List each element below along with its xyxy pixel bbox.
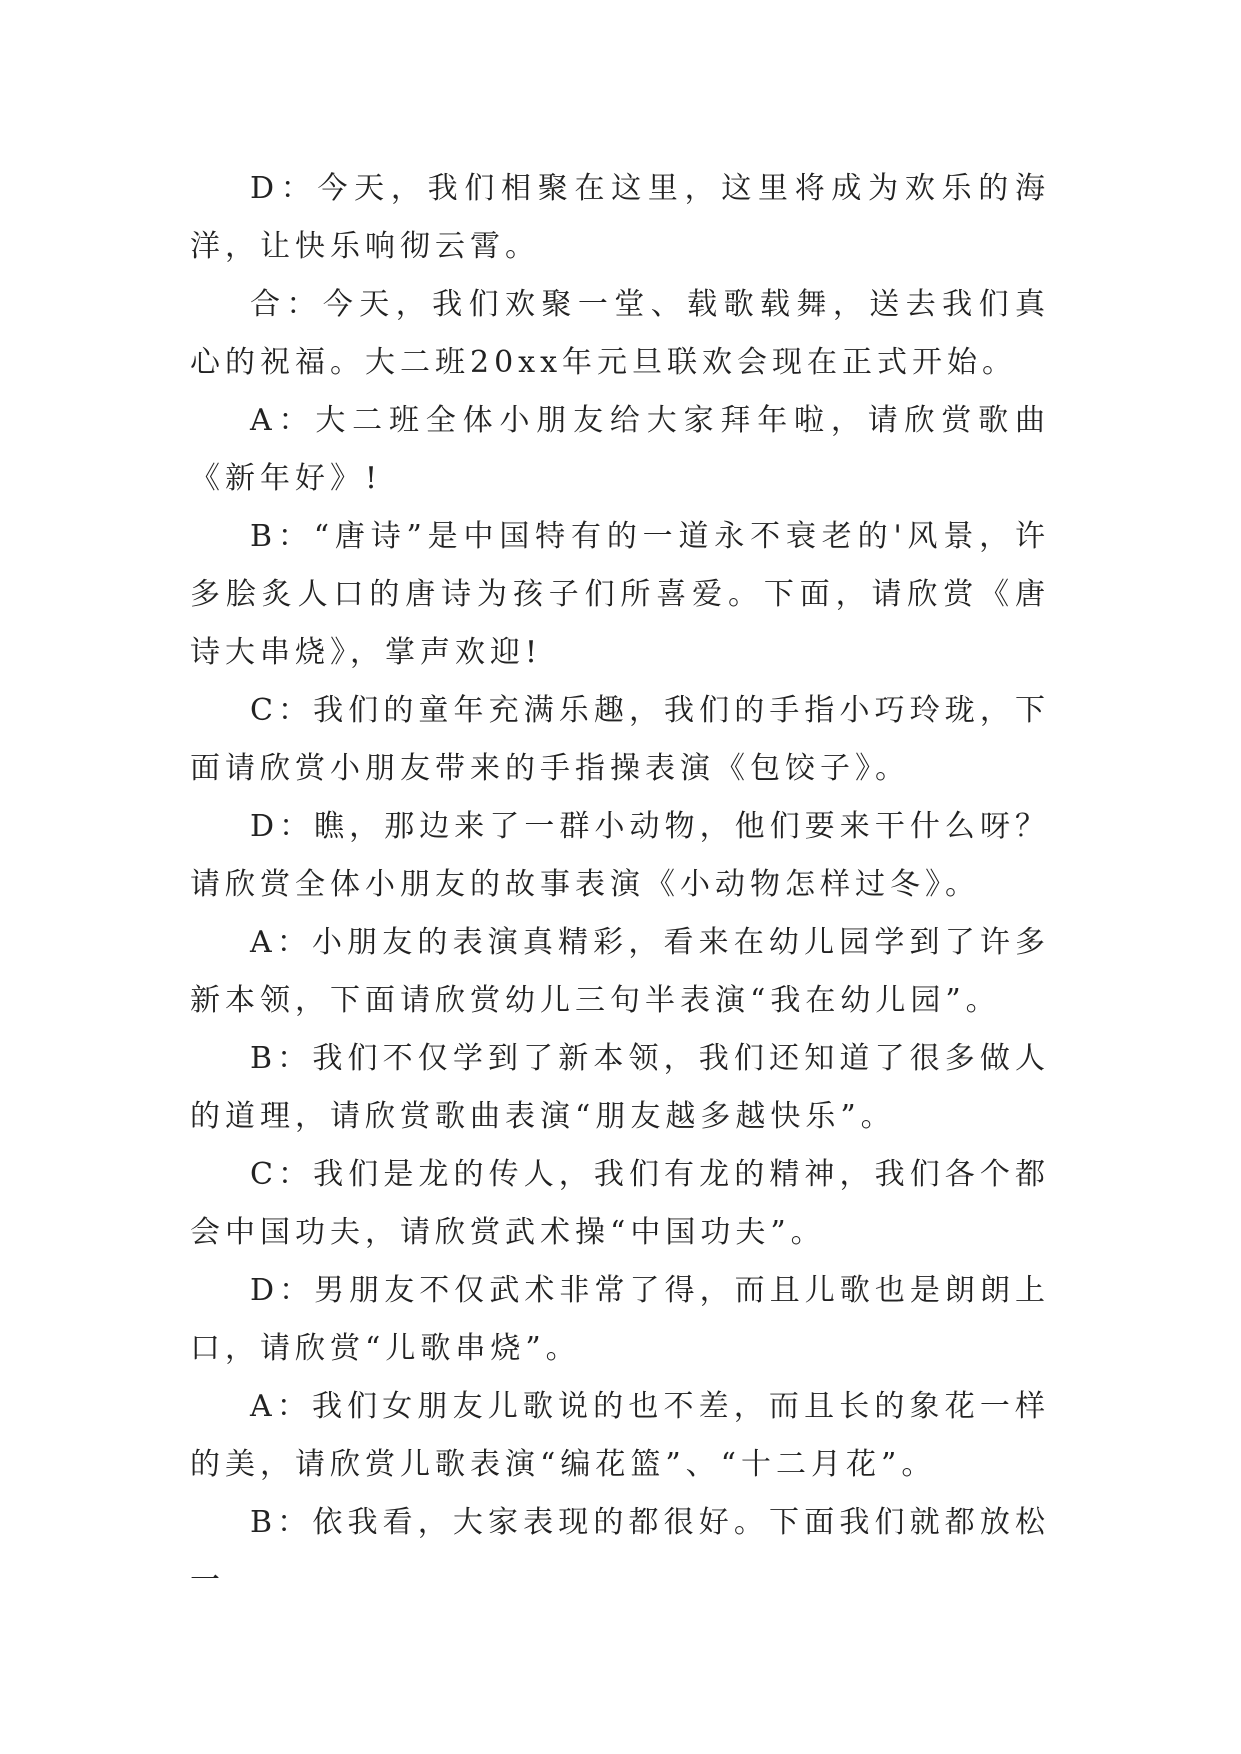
paragraph-a-flower-basket: A：我们女朋友儿歌说的也不差，而且长的象花一样的美，请欣赏儿歌表演“编花篮”、“十二月花”。	[190, 1389, 1050, 1482]
paragraph-c-finger-exercise: C：我们的童年充满乐趣，我们的手指小巧玲珑，下面请欣赏小朋友带来的手指操表演《包饺子》。	[190, 693, 1050, 786]
paragraph-b-tang-poems: B：“唐诗”是中国特有的一道永不衰老的'风景，许多脍炙人口的唐诗为孩子们所喜爱。下面，请欣赏《唐诗大串烧》，掌声欢迎!	[190, 519, 1050, 670]
paragraph-a-kindergarten-skit: A：小朋友的表演真精彩，看来在幼儿园学到了许多新本领，下面请欣赏幼儿三句半表演“我在幼儿园”。	[190, 925, 1050, 1018]
paragraph-a-new-year-song: A：大二班全体小朋友给大家拜年啦，请欣赏歌曲《新年好》!	[190, 403, 1050, 496]
paragraph-b-friends-song: B：我们不仅学到了新本领，我们还知道了很多做人的道理，请欣赏歌曲表演“朋友越多越快乐”。	[190, 1041, 1050, 1134]
document-body	[190, 160, 1050, 1610]
paragraph-d-animal-story: D：瞧，那边来了一群小动物，他们要来干什么呀？请欣赏全体小朋友的故事表演《小动物怎样过冬》。	[190, 809, 1050, 902]
paragraph-b-relax: B：依我看，大家表现的都很好。下面我们就都放松一	[190, 1505, 1050, 1598]
paragraph-d-welcome: D：今天，我们相聚在这里，这里将成为欢乐的海洋，让快乐响彻云霄。	[190, 171, 1050, 264]
paragraph-c-kung-fu: C：我们是龙的传人，我们有龙的精神，我们各个都会中国功夫，请欣赏武术操“中国功夫”。	[190, 1157, 1050, 1250]
paragraph-d-nursery-rhymes: D：男朋友不仅武术非常了得，而且儿歌也是朗朗上口，请欣赏“儿歌串烧”。	[190, 1273, 1050, 1366]
paragraph-together-opening: 合：今天，我们欢聚一堂、载歌载舞，送去我们真心的祝福。大二班20xx年元旦联欢会现在正式开始。	[190, 287, 1050, 380]
